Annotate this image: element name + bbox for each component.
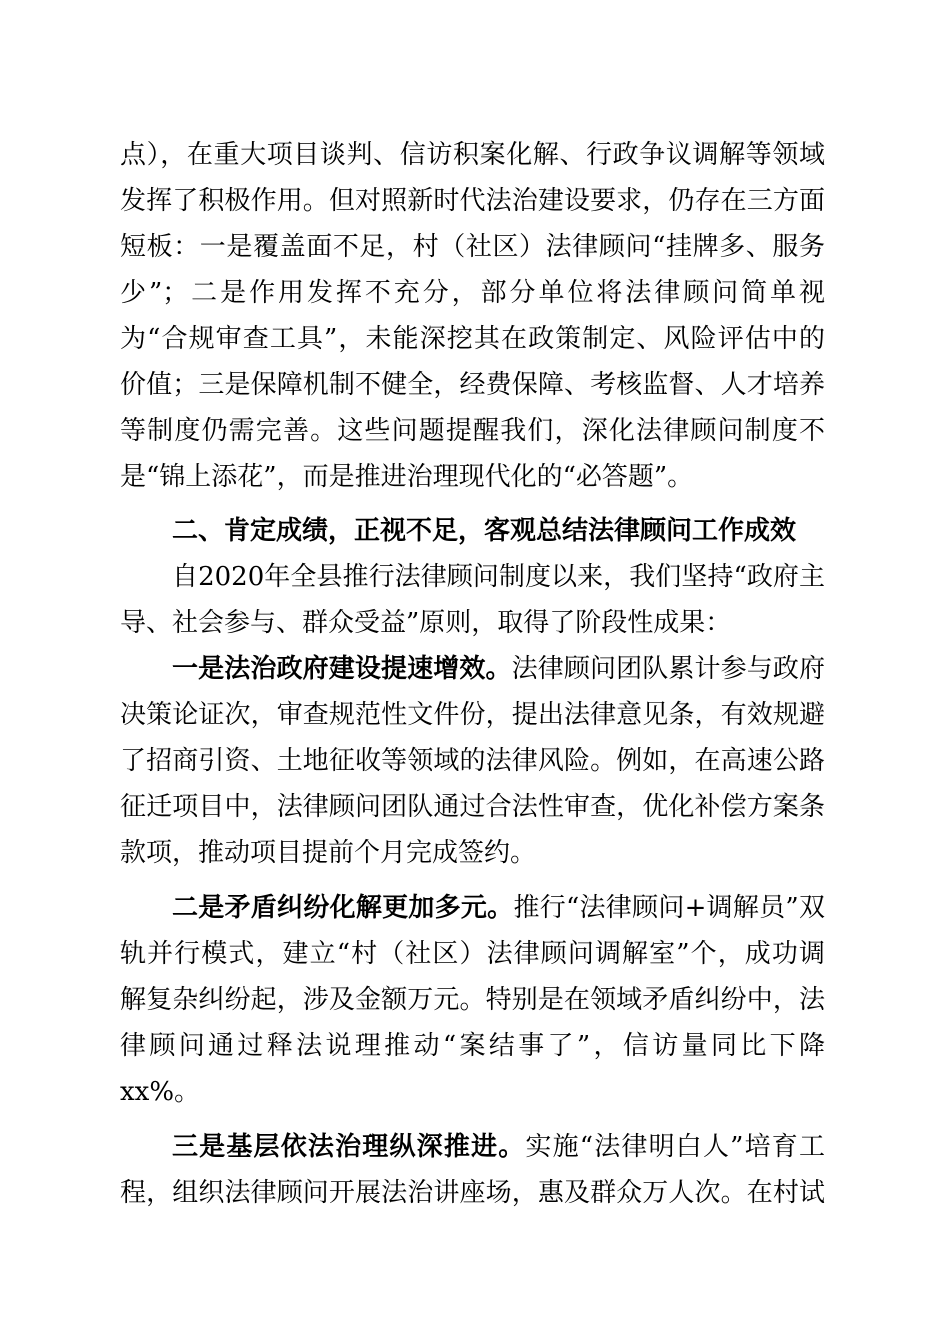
paragraph-line: 款项，推动项目提前个月完成签约。 <box>120 838 537 868</box>
item-3-first-line <box>120 1124 825 1170</box>
item-3-lead: 三是基层依法治理纵深推进。 <box>172 1132 526 1162</box>
paragraph-line: 短板：一是覆盖面不足，村（社区）法律顾问“挂牌多、服务 <box>120 232 825 262</box>
paragraph-line: 价值；三是保障机制不健全，经费保障、考核监督、人才培养 <box>120 370 825 400</box>
item-1-text: 法律顾问团队累计参与政府 <box>511 654 825 684</box>
paragraph-line: 程，组织法律顾问开展法治讲座场，惠及群众万人次。在村试 <box>120 1178 825 1208</box>
paragraph-line: 为“合规审查工具”，未能深挖其在政策制定、风险评估中的 <box>120 324 825 354</box>
paragraph-line: 了招商引资、土地征收等领域的法律风险。例如，在高速公路 <box>120 746 825 776</box>
paragraph-line: 是“锦上添花”，而是推进治理现代化的“必答题”。 <box>120 462 694 492</box>
item-3-text: 实施“法律明白人”培育工 <box>525 1132 825 1162</box>
paragraph-line: xx%。 <box>120 1077 201 1107</box>
item-2-lead: 二是矛盾纠纷化解更加多元。 <box>172 893 514 923</box>
paragraph-line: 解复杂纠纷起，涉及金额万元。特别是在领域矛盾纠纷中，法 <box>120 985 825 1015</box>
paragraph-line: 等制度仍需完善。这些问题提醒我们，深化法律顾问制度不 <box>120 416 825 446</box>
item-2-text: 推行“法律顾问+调解员”双 <box>513 893 825 923</box>
item-1-lead: 一是法治政府建设提速增效。 <box>172 654 512 684</box>
item-1-first-line <box>120 646 825 692</box>
paragraph-line: 自2020年全县推行法律顾问制度以来，我们坚持“政府主 <box>172 562 825 592</box>
paragraph-line: 决策论证次，审查规范性文件份，提出法律意见条，有效规避 <box>120 700 825 730</box>
document-page <box>120 132 825 1216</box>
paragraph-line: 少”；二是作用发挥不充分，部分单位将法律顾问简单视 <box>120 278 825 308</box>
item-2-first-line <box>120 885 825 931</box>
paragraph-line: 轨并行模式，建立“村（社区）法律顾问调解室”个，成功调 <box>120 939 825 969</box>
paragraph-line: 点），在重大项目谈判、信访积案化解、行政争议调解等领域 <box>120 140 825 170</box>
paragraph-line: 律顾问通过释法说理推动“案结事了”，信访量同比下降 <box>120 1031 825 1061</box>
paragraph-line: 发挥了积极作用。但对照新时代法治建设要求，仍存在三方面 <box>120 186 825 216</box>
paragraph-line: 征迁项目中，法律顾问团队通过合法性审查，优化补偿方案条 <box>120 792 825 822</box>
paragraph-line: 导、社会参与、群众受益”原则，取得了阶段性成果： <box>120 608 732 638</box>
section-heading: 二、肯定成绩，正视不足，客观总结法律顾问工作成效 <box>172 516 797 546</box>
